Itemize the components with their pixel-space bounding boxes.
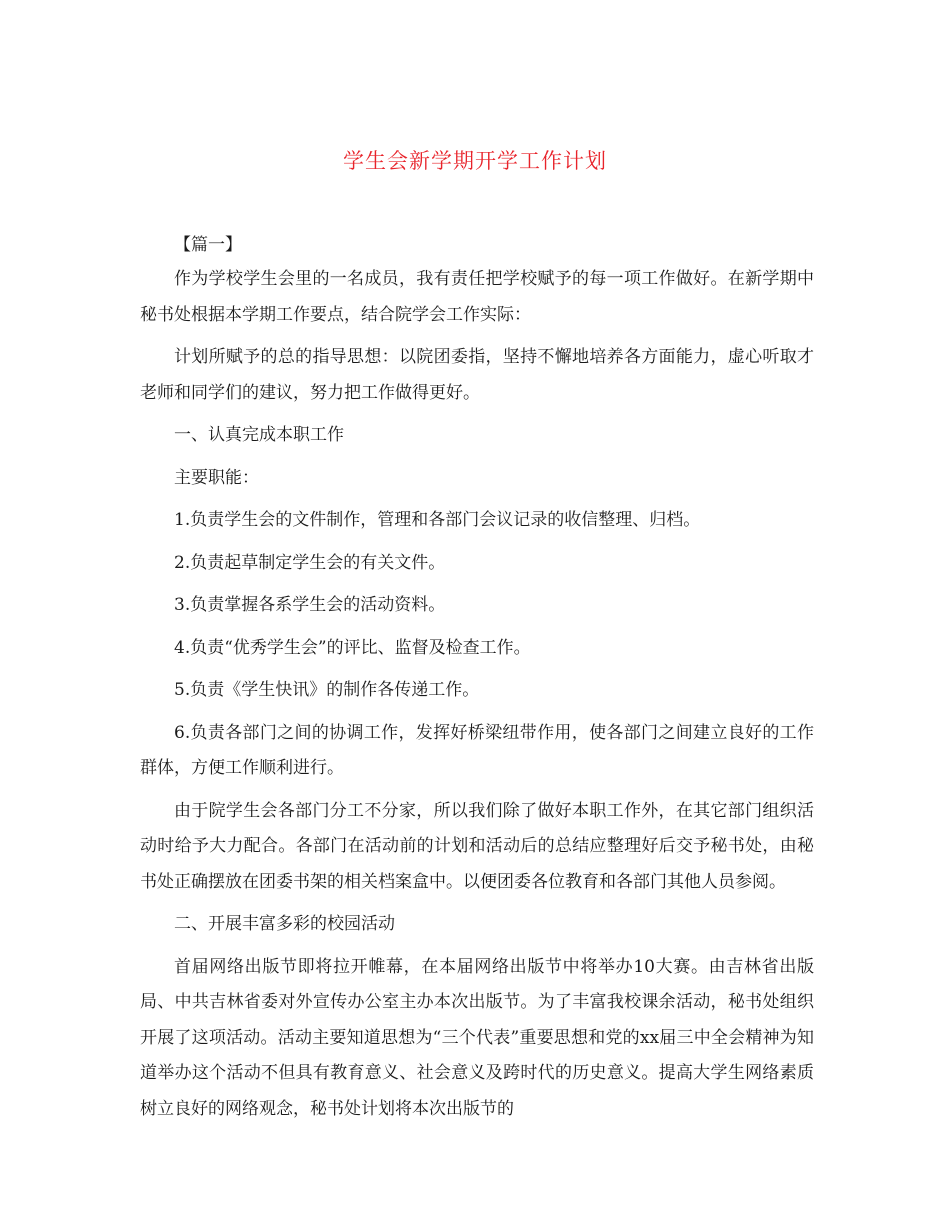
paragraph-intro: 作为学校学生会里的一名成员，我有责任把学校赋予的每一项工作做好。在新学期中秘书处根据本学期工作要点，结合院学会工作实际： <box>140 269 814 325</box>
document-title: 学生会新学期开学工作计划 <box>343 149 607 173</box>
paragraph-main-duties-label: 主要职能： <box>174 467 259 488</box>
section-label: 【篇一】 <box>174 235 242 255</box>
paragraph-publishing-festival: 首届网络出版节即将拉开帷幕，在本届网络出版节中将举办10大赛。由吉林省出版局、中共吉林省委对外宣传办公室主办本次出版节。为了丰富我校课余活动，秘书处组织开展了这项活动。活动主要知道思想为“三个代表”重要思想和党的xx届三中全会精神为知道举办这个活动不但具有教育意义、社会意义及跨时代的历史意义。提高大学生网络素质树立良好的网络观念，秘书处计划将本次出版节的 <box>140 956 814 1119</box>
list-item-duty-1: 1.负责学生会的文件制作，管理和各部门会议记录的收信整理、归档。 <box>174 510 701 530</box>
list-item-duty-2: 2.负责起草制定学生会的有关文件。 <box>174 552 446 573</box>
list-item-duty-4: 4.负责“优秀学生会”的评比、监督及检查工作。 <box>174 637 531 658</box>
paragraph-guiding-thought: 计划所赋予的总的指导思想：以院团委指，坚持不懈地培养各方面能力，虚心听取才老师和同学们的建议，努力把工作做得更好。 <box>140 347 814 403</box>
list-item-duty-6: 6.负责各部门之间的协调工作，发挥好桥梁纽带作用，使各部门之间建立良好的工作群体，方便工作顺利进行。 <box>140 722 814 778</box>
heading-section-2: 二、开展丰富多彩的校园活动 <box>174 914 395 934</box>
document-body <box>140 230 814 1134</box>
list-item-duty-5: 5.负责《学生快讯》的制作各传递工作。 <box>174 680 480 700</box>
list-item-duty-3: 3.负责掌握各系学生会的活动资料。 <box>174 595 446 615</box>
paragraph-cooperation: 由于院学生会各部门分工不分家，所以我们除了做好本职工作外，在其它部门组织活动时给予大力配合。各部门在活动前的计划和活动后的总结应整理好后交予秘书处，由秘书处正确摆放在团委书架的相关档案盒中。以便团委各位教育和各部门其他人员参阅。 <box>140 800 814 892</box>
heading-section-1: 一、认真完成本职工作 <box>174 425 344 445</box>
